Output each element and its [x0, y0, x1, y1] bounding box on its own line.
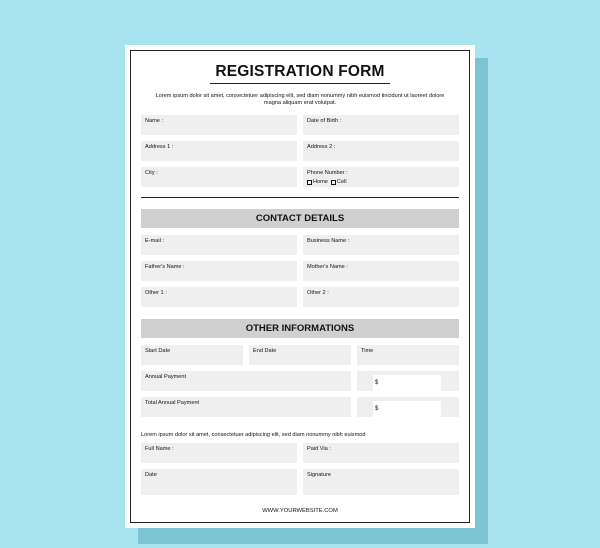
total-annual-payment-field[interactable]: [141, 397, 351, 417]
total-annual-payment-amount-input[interactable]: [373, 401, 441, 417]
address-1-field[interactable]: [141, 141, 297, 161]
name-field[interactable]: [141, 115, 297, 135]
time-label: Time: [361, 348, 374, 354]
mothers-name-field[interactable]: [303, 261, 459, 281]
business-name-label: Business Name :: [307, 238, 350, 244]
phone-number-label: Phone Number :: [307, 170, 348, 176]
other-2-field[interactable]: [303, 287, 459, 307]
address-1-label: Address 1 :: [145, 144, 174, 150]
cell-checkbox[interactable]: [331, 180, 336, 185]
form-title: REGISTRATION FORM: [215, 63, 385, 80]
other-1-field[interactable]: [141, 287, 297, 307]
date-of-birth-field[interactable]: [303, 115, 459, 135]
total-annual-payment-amount-box: [357, 397, 459, 417]
address-2-field[interactable]: [303, 141, 459, 161]
website-footer: WWW.YOURWEBSITE.COM: [262, 508, 338, 514]
business-name-field[interactable]: [303, 235, 459, 255]
other-2-label: Other 2 :: [307, 290, 329, 296]
signature-label: Signature: [307, 472, 331, 478]
other-informations-heading: OTHER INFORMATIONS: [141, 319, 459, 338]
paid-via-label: Paid Via :: [307, 446, 331, 452]
registration-form-sheet: [125, 45, 475, 528]
phone-number-field[interactable]: [303, 167, 459, 187]
start-date-label: Start Date: [145, 348, 171, 354]
end-date-field[interactable]: [249, 345, 351, 365]
mothers-name-label: Mother's Name :: [307, 264, 348, 270]
end-date-label: End Date: [253, 348, 277, 354]
annual-payment-amount-box: [357, 371, 459, 391]
date-label: Date: [145, 472, 157, 478]
address-2-label: Address 2 :: [307, 144, 336, 150]
city-label: City :: [145, 170, 158, 176]
home-checkbox[interactable]: [307, 180, 312, 185]
home-checkbox-label: Home: [313, 179, 328, 185]
annual-payment-label: Annual Payment: [145, 374, 187, 380]
fathers-name-label: Father's Name :: [145, 264, 185, 270]
title-underline: [210, 83, 390, 84]
section-divider: [141, 197, 459, 198]
name-label: Name :: [145, 118, 164, 124]
fathers-name-field[interactable]: [141, 261, 297, 281]
cell-checkbox-label: Cell: [336, 179, 347, 185]
annual-payment-amount-input[interactable]: [373, 375, 441, 391]
start-date-field[interactable]: [141, 345, 243, 365]
paid-via-field[interactable]: [303, 443, 459, 463]
currency-symbol: $: [375, 406, 379, 412]
full-name-field[interactable]: [141, 443, 297, 463]
annual-payment-field[interactable]: [141, 371, 351, 391]
total-annual-payment-label: Total Annual Payment: [145, 400, 200, 406]
date-field[interactable]: [141, 469, 297, 495]
currency-symbol: $: [375, 380, 379, 386]
intro-text: Lorem ipsum dolor sit amet, consectetuer adipiscing elit, sed diam nonummy nibh euismod tincidunt ut laoreet dolore magna aliquam erat volutpat.: [155, 93, 445, 106]
payment-note: Lorem ipsum dolor sit amet, consectetuer adipiscing elit, sed diam nonummy nibh euismod: [141, 432, 366, 438]
email-label: E-mail :: [145, 238, 164, 244]
other-1-label: Other 1 :: [145, 290, 167, 296]
date-of-birth-label: Date of Birth :: [307, 118, 342, 124]
email-field[interactable]: [141, 235, 297, 255]
phone-type-options: [307, 179, 350, 185]
full-name-label: Full Name :: [145, 446, 174, 452]
signature-field[interactable]: [303, 469, 459, 495]
city-field[interactable]: [141, 167, 297, 187]
contact-details-heading: CONTACT DETAILS: [141, 209, 459, 228]
time-field[interactable]: [357, 345, 459, 365]
